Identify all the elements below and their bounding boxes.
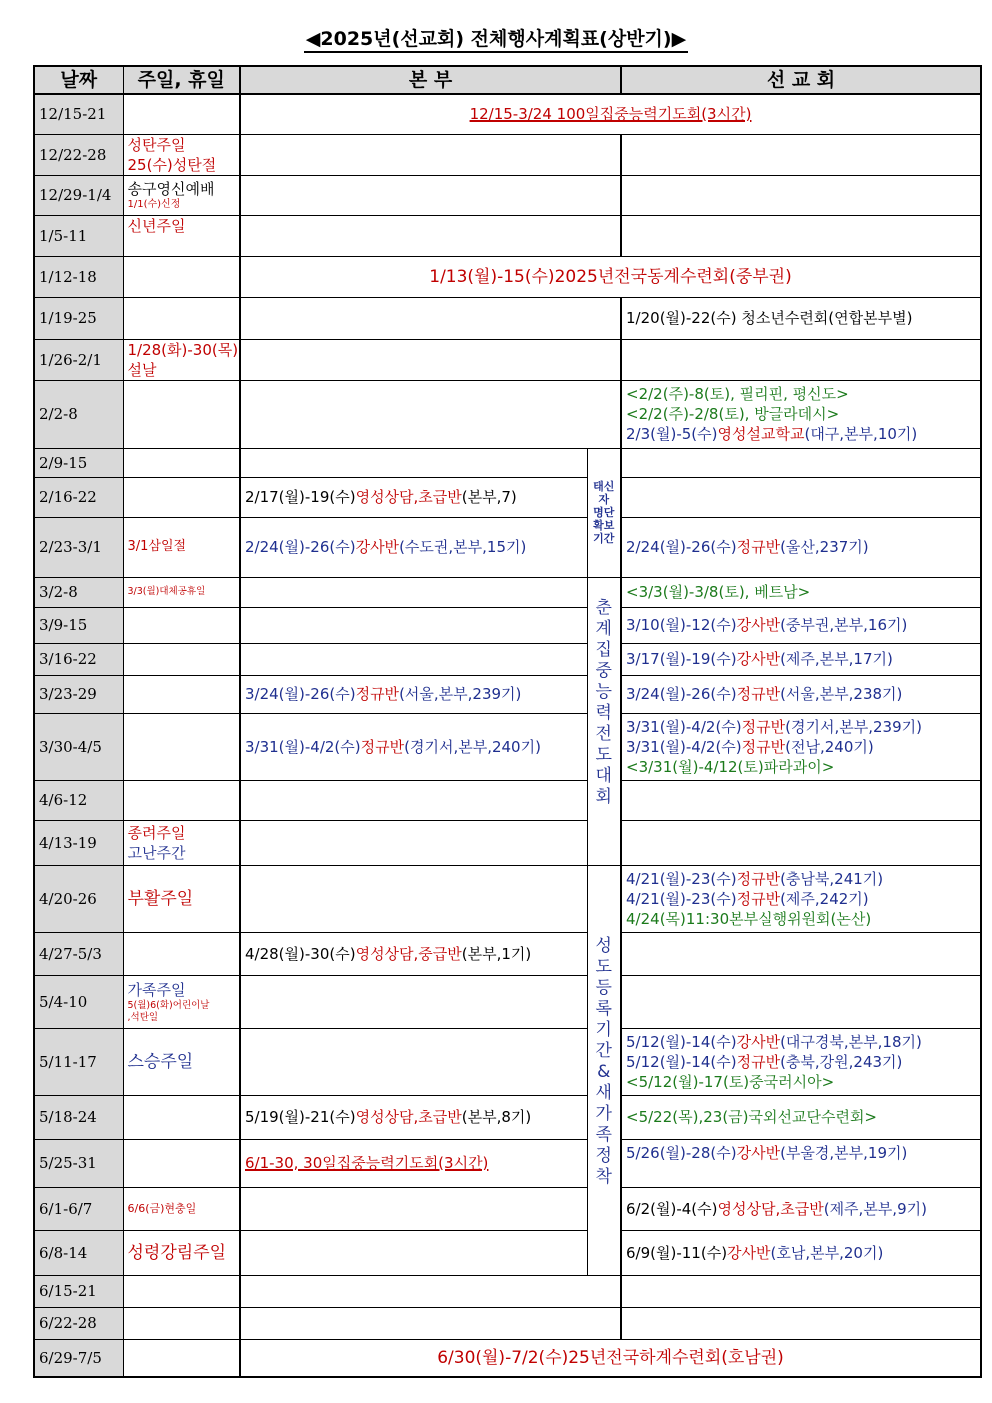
hq-cell	[240, 643, 587, 675]
date-cell: 5/25-31	[34, 1139, 123, 1187]
mission-cell	[621, 477, 981, 517]
sunday-cell	[123, 297, 240, 339]
vertical-label-3: 성 도 등 록 기 간 & 새 가 족 정 착	[587, 865, 621, 1275]
mission-cell: 3/31(월)-4/2(수)정규반(경기서,본부,239기) 3/31(월)-4/2(수)정규반(전남,240기) <3/31(월)-4/12(토)파라과이>	[621, 713, 981, 780]
mission-cell: 3/17(월)-19(수)강사반(제주,본부,17기)	[621, 643, 981, 675]
sunday-cell: 3/3(월)대체공휴일	[123, 577, 240, 607]
event-span: 1/13(월)-15(수)2025년전국동계수련회(중부권)	[240, 256, 981, 297]
table-row	[34, 1095, 981, 1139]
mission-cell: 3/24(월)-26(수)정규반(서울,본부,238기)	[621, 675, 981, 713]
table-row	[34, 820, 981, 865]
hq-cell	[240, 820, 587, 865]
hq-cell	[240, 1307, 621, 1339]
mission-cell	[621, 175, 981, 215]
date-cell: 5/11-17	[34, 1028, 123, 1095]
sunday-cell	[123, 607, 240, 643]
date-cell: 3/30-4/5	[34, 713, 123, 780]
date-cell: 6/22-28	[34, 1307, 123, 1339]
table-row	[34, 297, 981, 339]
sunday-cell	[123, 477, 240, 517]
table-row	[34, 1275, 981, 1307]
date-cell: 1/19-25	[34, 297, 123, 339]
table-row	[34, 1139, 981, 1187]
mission-cell: <3/3(월)-3/8(토), 베트남>	[621, 577, 981, 607]
date-cell: 5/18-24	[34, 1095, 123, 1139]
table-row	[34, 975, 981, 1028]
table-row	[34, 1230, 981, 1275]
date-cell: 4/20-26	[34, 865, 123, 932]
date-cell: 3/23-29	[34, 675, 123, 713]
hq-cell: 2/24(월)-26(수)강사반(수도권,본부,15기)	[240, 517, 587, 577]
sunday-cell: 3/1삼일절	[123, 517, 240, 577]
mission-cell: 6/9(월)-11(수)강사반(호남,본부,20기)	[621, 1230, 981, 1275]
sunday-cell	[123, 1095, 240, 1139]
table-row	[34, 713, 981, 780]
date-cell: 6/8-14	[34, 1230, 123, 1275]
date-cell: 5/4-10	[34, 975, 123, 1028]
hq-cell	[240, 780, 587, 820]
table-row	[34, 780, 981, 820]
hq-cell: 3/31(월)-4/2(수)정규반(경기서,본부,240기)	[240, 713, 587, 780]
header-sunday: 주일, 휴일	[123, 66, 240, 94]
date-cell: 3/16-22	[34, 643, 123, 675]
date-cell: 2/9-15	[34, 448, 123, 477]
hq-cell: 2/17(월)-19(수)영성상담,초급반(본부,7)	[240, 477, 587, 517]
mission-cell	[621, 780, 981, 820]
date-cell: 4/27-5/3	[34, 932, 123, 975]
table-row	[34, 339, 981, 380]
hq-cell	[240, 448, 587, 477]
sunday-cell: 부활주일	[123, 865, 240, 932]
hq-cell: 3/24(월)-26(수)정규반(서울,본부,239기)	[240, 675, 587, 713]
date-cell: 6/29-7/5	[34, 1339, 123, 1377]
mission-cell	[621, 1275, 981, 1307]
table-row	[34, 932, 981, 975]
sunday-cell	[123, 932, 240, 975]
sunday-cell	[123, 780, 240, 820]
header-hq: 본 부	[240, 66, 621, 94]
hq-cell: 4/28(월)-30(수)영성상담,중급반(본부,1기)	[240, 932, 587, 975]
header-date: 날짜	[34, 66, 123, 94]
sunday-cell: 신년주일	[123, 215, 240, 256]
mission-cell	[621, 1307, 981, 1339]
table-row	[34, 215, 981, 256]
table-row	[34, 577, 981, 607]
date-cell: 1/26-2/1	[34, 339, 123, 380]
hq-cell	[240, 865, 587, 932]
sunday-cell	[123, 643, 240, 675]
schedule-table	[33, 65, 982, 1378]
hq-cell	[240, 975, 587, 1028]
mission-cell	[621, 134, 981, 175]
sunday-cell	[123, 713, 240, 780]
mission-cell: 4/21(월)-23(수)정규반(충남북,241기) 4/21(월)-23(수)정규반(제주,242기) 4/24(목)11:30본부실행위원회(논산)	[621, 865, 981, 932]
table-row	[34, 1307, 981, 1339]
sunday-cell: 종려주일 고난주간	[123, 820, 240, 865]
table-row	[34, 865, 981, 932]
hq-cell	[240, 1028, 587, 1095]
sunday-cell: 가족주일 5(월)6(화)어린이날 ,석탄일	[123, 975, 240, 1028]
sunday-cell: 1/28(화)-30(목) 설날	[123, 339, 240, 380]
sunday-cell	[123, 1307, 240, 1339]
table-row	[34, 380, 981, 448]
table-row	[34, 134, 981, 175]
date-cell: 4/13-19	[34, 820, 123, 865]
hq-cell	[240, 1230, 587, 1275]
mission-cell: <5/22(목),23(금)국외선교단수련회>	[621, 1095, 981, 1139]
sunday-cell: 6/6(금)현충일	[123, 1187, 240, 1230]
event-span: 6/30(월)-7/2(수)25년전국하계수련회(호남권)	[240, 1339, 981, 1377]
hq-cell	[240, 215, 621, 256]
mission-cell: 3/10(월)-12(수)강사반(중부권,본부,16기)	[621, 607, 981, 643]
sunday-cell: 송구영신예배 1/1(수)신정	[123, 175, 240, 215]
table-row	[34, 517, 981, 577]
sunday-cell: 성탄주일 25(수)성탄절	[123, 134, 240, 175]
date-cell: 12/22-28	[34, 134, 123, 175]
mission-cell: 6/2(월)-4(수)영성상담,초급반(제주,본부,9기)	[621, 1187, 981, 1230]
sunday-cell: 성령강림주일	[123, 1230, 240, 1275]
date-cell: 4/6-12	[34, 780, 123, 820]
hq-cell	[240, 1187, 587, 1230]
table-row	[34, 448, 981, 477]
date-cell: 2/2-8	[34, 380, 123, 448]
table-row	[34, 643, 981, 675]
mission-cell	[621, 975, 981, 1028]
header-row	[34, 66, 981, 94]
date-cell: 12/29-1/4	[34, 175, 123, 215]
table-row	[34, 675, 981, 713]
hq-cell: 6/1-30, 30일집중능력기도회(3시간)	[240, 1139, 587, 1187]
mission-cell	[621, 932, 981, 975]
mission-cell: 1/20(월)-22(수) 청소년수련회(연합본부별)	[621, 297, 981, 339]
date-cell: 6/1-6/7	[34, 1187, 123, 1230]
date-cell: 3/9-15	[34, 607, 123, 643]
hq-cell	[240, 380, 621, 448]
event-span: 12/15-3/24 100일집중능력기도회(3시간)	[240, 94, 981, 134]
vertical-label-2: 춘 계 집 중 능 력 전 도 대 회	[587, 577, 621, 865]
table-row	[34, 175, 981, 215]
table-row	[34, 1339, 981, 1377]
sunday-cell	[123, 380, 240, 448]
mission-cell	[621, 448, 981, 477]
sunday-cell	[123, 675, 240, 713]
table-row	[34, 607, 981, 643]
date-cell: 3/2-8	[34, 577, 123, 607]
hq-cell	[240, 577, 587, 607]
sunday-cell	[123, 1275, 240, 1307]
hq-cell	[240, 297, 621, 339]
sunday-cell	[123, 1339, 240, 1377]
table-row	[34, 94, 981, 134]
vertical-label-1: 태신 자 명단 확보 기간	[587, 448, 621, 577]
sunday-cell	[123, 94, 240, 134]
sunday-cell	[123, 1139, 240, 1187]
page-title: ◀2025년(선교회) 전체행사계획표(상반기)▶	[0, 24, 992, 51]
table-row	[34, 477, 981, 517]
sunday-cell	[123, 256, 240, 297]
mission-cell	[621, 339, 981, 380]
date-cell: 2/23-3/1	[34, 517, 123, 577]
hq-cell	[240, 607, 587, 643]
hq-cell	[240, 134, 621, 175]
hq-cell: 5/19(월)-21(수)영성상담,초급반(본부,8기)	[240, 1095, 587, 1139]
mission-cell: 2/24(월)-26(수)정규반(울산,237기)	[621, 517, 981, 577]
sunday-cell: 스승주일	[123, 1028, 240, 1095]
hq-cell	[240, 1275, 621, 1307]
table-row	[34, 256, 981, 297]
table-row	[34, 1028, 981, 1095]
date-cell: 1/5-11	[34, 215, 123, 256]
hq-cell	[240, 175, 621, 215]
mission-cell	[621, 215, 981, 256]
date-cell: 12/15-21	[34, 94, 123, 134]
mission-cell	[621, 820, 981, 865]
table-row	[34, 1187, 981, 1230]
mission-cell: <2/2(주)-8(토), 필리핀, 평신도> <2/2(주)-2/8(토), 방글라데시> 2/3(월)-5(수)영성설교학교(대구,본부,10기)	[621, 380, 981, 448]
hq-cell	[240, 339, 621, 380]
date-cell: 2/16-22	[34, 477, 123, 517]
mission-cell: 5/12(월)-14(수)강사반(대구경북,본부,18기) 5/12(월)-14(수)정규반(충북,강원,243기) <5/12(월)-17(토)중국러시아>	[621, 1028, 981, 1095]
sunday-cell	[123, 448, 240, 477]
date-cell: 1/12-18	[34, 256, 123, 297]
date-cell: 6/15-21	[34, 1275, 123, 1307]
mission-cell: 5/26(월)-28(수)강사반(부울경,본부,19기)	[621, 1139, 981, 1187]
header-mission: 선 교 회	[621, 66, 981, 94]
